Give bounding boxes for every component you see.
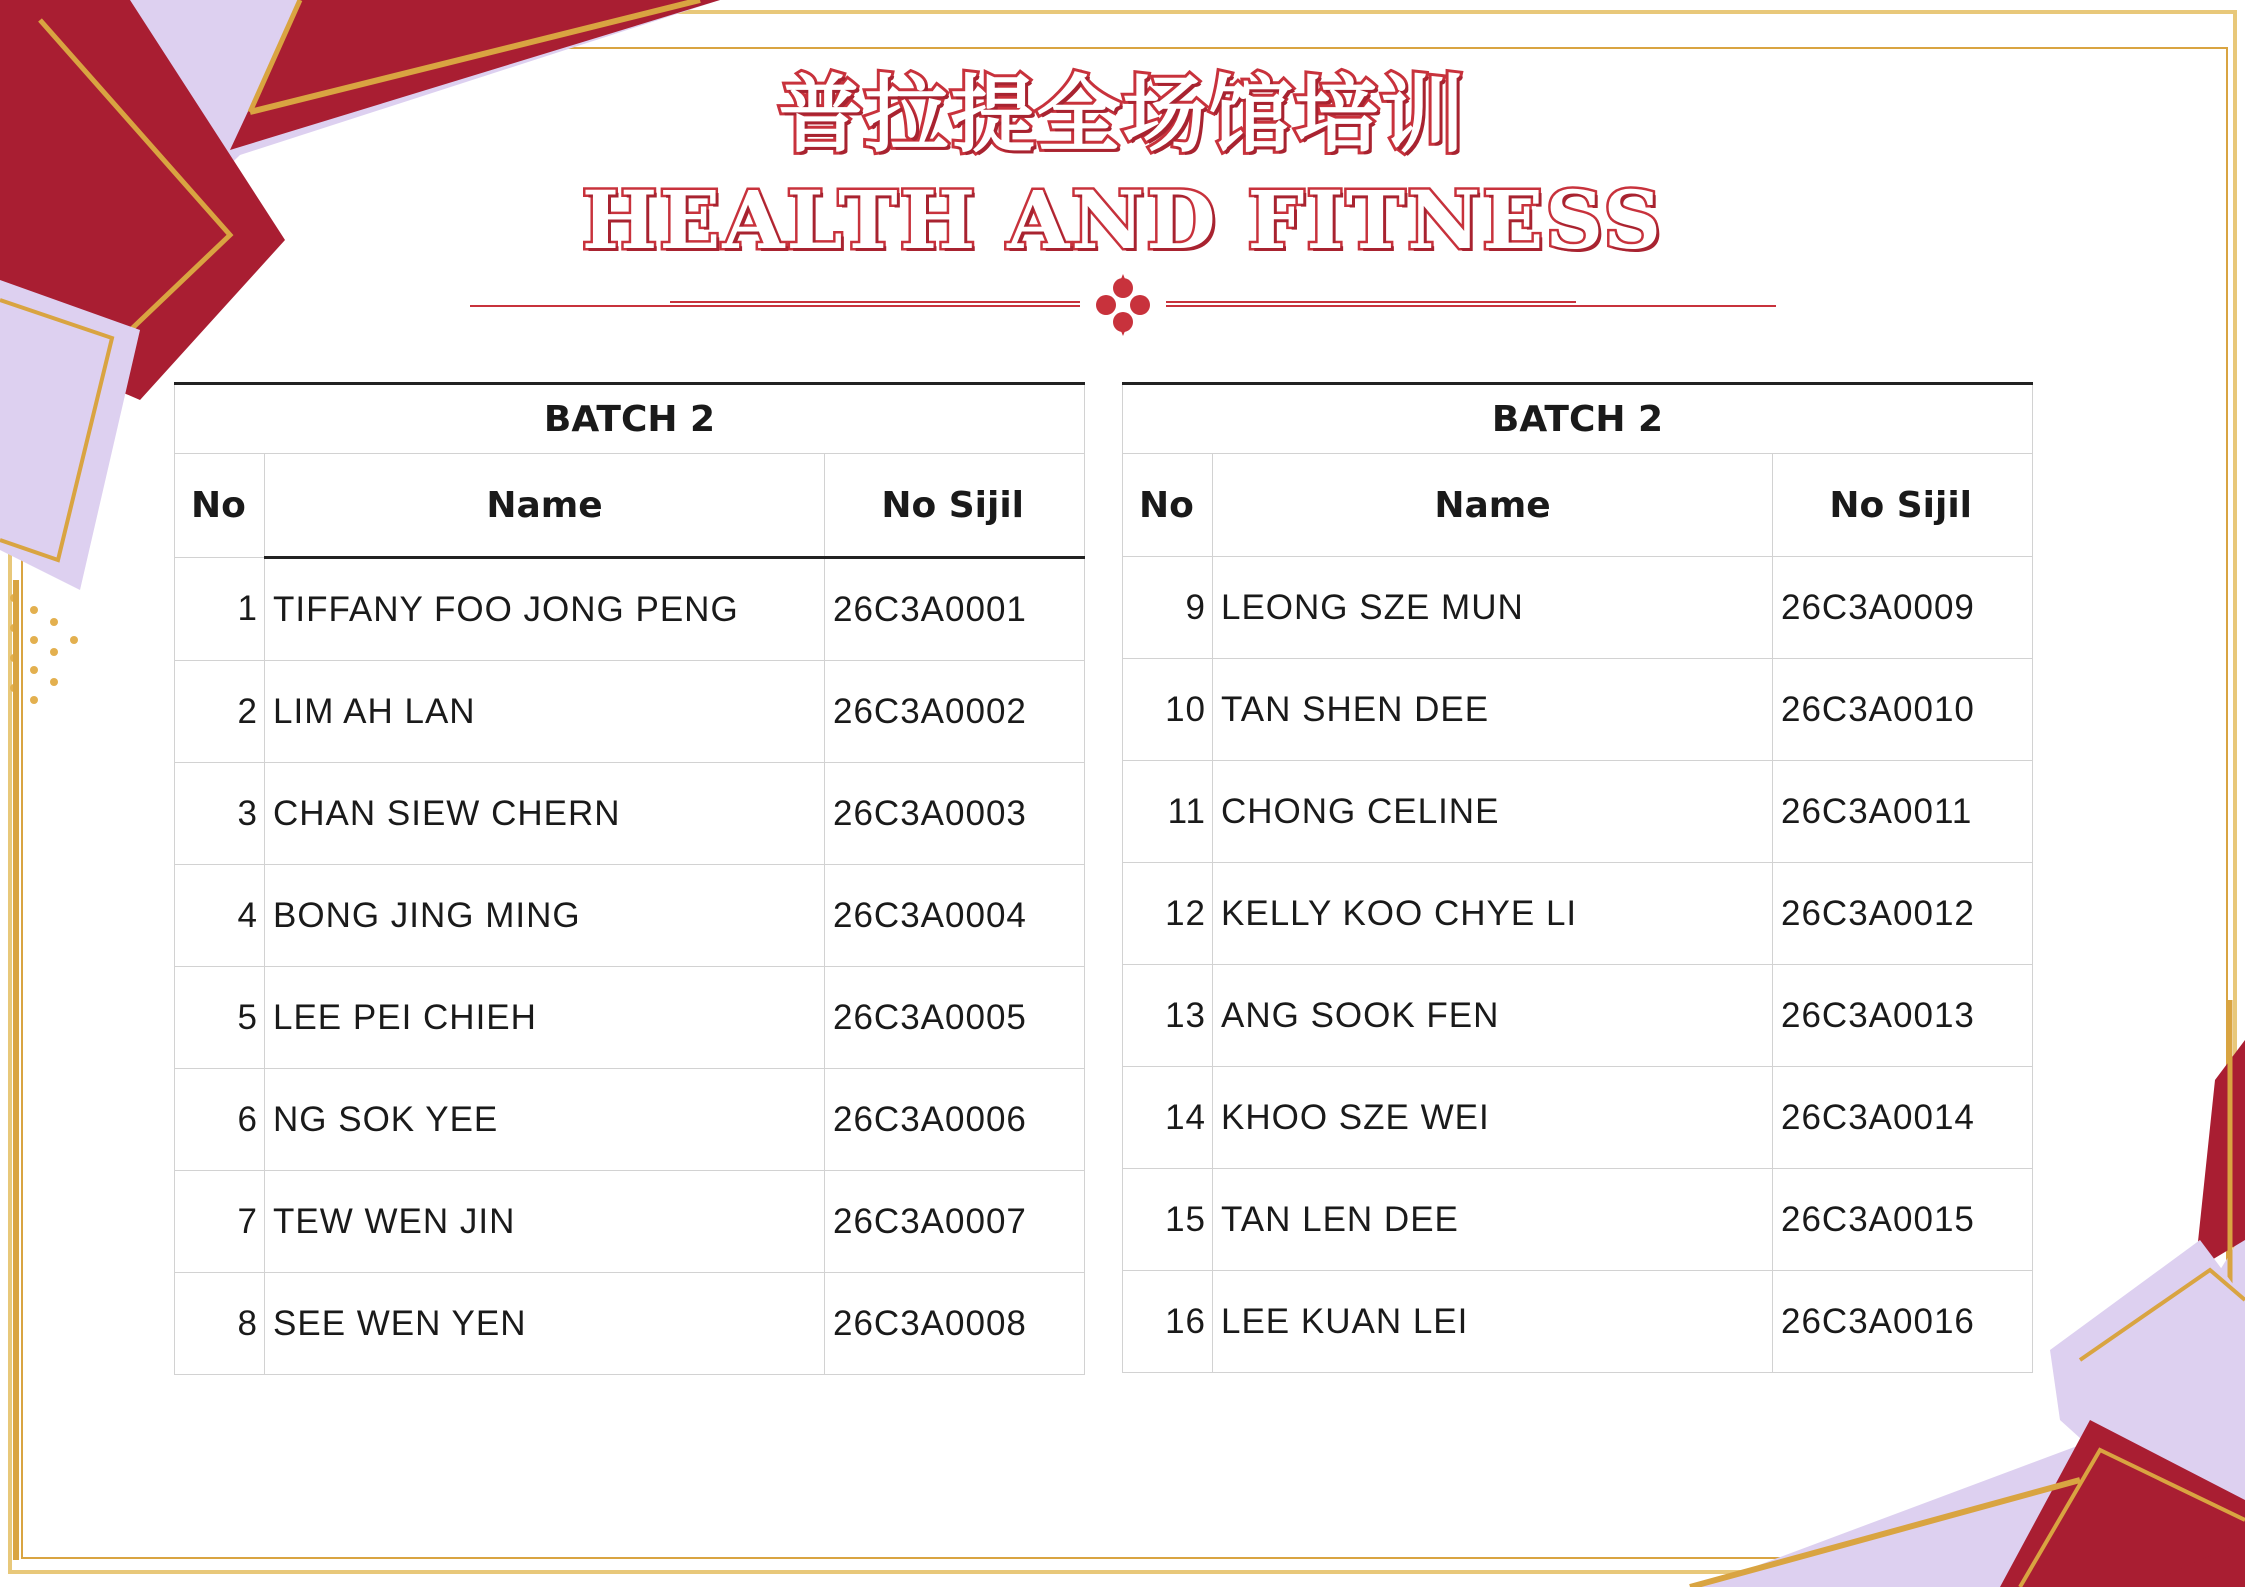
flower-icon — [1096, 274, 1150, 336]
cell-sijil: 26C3A0003 — [825, 763, 1085, 865]
left-lavender-square — [0, 280, 140, 590]
cell-no: 1 — [175, 558, 265, 661]
bottom-right-crimson-strip — [2195, 1040, 2245, 1270]
batch-table-left — [174, 382, 1085, 1375]
cell-name: CHONG CELINE — [1213, 761, 1773, 863]
table-row — [175, 967, 1085, 1069]
batch-table-right — [1122, 382, 2033, 1373]
column-header-no: No — [1123, 454, 1213, 557]
cell-name: NG SOK YEE — [265, 1069, 825, 1171]
cell-no: 4 — [175, 865, 265, 967]
batch-header-row — [175, 384, 1085, 454]
title-divider-ornament — [470, 270, 1776, 340]
cell-sijil: 26C3A0007 — [825, 1171, 1085, 1273]
cell-name: TIFFANY FOO JONG PENG — [265, 558, 825, 661]
table-row — [175, 865, 1085, 967]
cell-sijil: 26C3A0006 — [825, 1069, 1085, 1171]
batch-header-row — [1123, 384, 2033, 454]
cell-name: CHAN SIEW CHERN — [265, 763, 825, 865]
cell-name: TEW WEN JIN — [265, 1171, 825, 1273]
cell-no: 10 — [1123, 659, 1213, 761]
column-header-name: Name — [1213, 454, 1773, 557]
cell-sijil: 26C3A0012 — [1773, 863, 2033, 965]
cell-sijil: 26C3A0010 — [1773, 659, 2033, 761]
cell-no: 5 — [175, 967, 265, 1069]
table-row — [175, 1171, 1085, 1273]
title-english: HEALTH AND FITNESS — [581, 173, 1664, 267]
table-row — [1123, 863, 2033, 965]
table-row — [1123, 1067, 2033, 1169]
batch-title: BATCH 2 — [175, 384, 1085, 454]
cell-no: 13 — [1123, 965, 1213, 1067]
cell-sijil: 26C3A0004 — [825, 865, 1085, 967]
cell-no: 14 — [1123, 1067, 1213, 1169]
cell-no: 16 — [1123, 1271, 1213, 1373]
cell-sijil: 26C3A0002 — [825, 661, 1085, 763]
cell-name: ANG SOOK FEN — [1213, 965, 1773, 1067]
cell-name: LIM AH LAN — [265, 661, 825, 763]
cell-sijil: 26C3A0013 — [1773, 965, 2033, 1067]
cell-sijil: 26C3A0001 — [825, 558, 1085, 661]
cell-name: LEE KUAN LEI — [1213, 1271, 1773, 1373]
cell-no: 3 — [175, 763, 265, 865]
column-header-sijil: No Sijil — [1773, 454, 2033, 557]
cell-name: TAN LEN DEE — [1213, 1169, 1773, 1271]
table-row — [1123, 557, 2033, 659]
cell-name: BONG JING MING — [265, 865, 825, 967]
table-row — [175, 661, 1085, 763]
table-row — [175, 558, 1085, 661]
cell-name: SEE WEN YEN — [265, 1273, 825, 1375]
cell-sijil: 26C3A0008 — [825, 1273, 1085, 1375]
table-row — [1123, 1169, 2033, 1271]
cell-no: 8 — [175, 1273, 265, 1375]
column-header-row — [175, 454, 1085, 558]
batch-title: BATCH 2 — [1123, 384, 2033, 454]
cell-name: LEONG SZE MUN — [1213, 557, 1773, 659]
cell-no: 11 — [1123, 761, 1213, 863]
cell-sijil: 26C3A0005 — [825, 967, 1085, 1069]
table-row — [1123, 659, 2033, 761]
table-row — [175, 1069, 1085, 1171]
cell-name: TAN SHEN DEE — [1213, 659, 1773, 761]
cell-no: 12 — [1123, 863, 1213, 965]
cell-sijil: 26C3A0009 — [1773, 557, 2033, 659]
table-row — [175, 1273, 1085, 1375]
title-chinese: 普拉提全场馆培训 — [778, 66, 1467, 164]
cell-sijil: 26C3A0011 — [1773, 761, 2033, 863]
cell-no: 6 — [175, 1069, 265, 1171]
cell-name: LEE PEI CHIEH — [265, 967, 825, 1069]
table-row — [1123, 1271, 2033, 1373]
cell-no: 7 — [175, 1171, 265, 1273]
cell-sijil: 26C3A0014 — [1773, 1067, 2033, 1169]
cell-name: KELLY KOO CHYE LI — [1213, 863, 1773, 965]
column-header-sijil: No Sijil — [825, 454, 1085, 558]
column-header-name: Name — [265, 454, 825, 558]
table-row — [1123, 761, 2033, 863]
table-row — [175, 763, 1085, 865]
cell-sijil: 26C3A0015 — [1773, 1169, 2033, 1271]
table-row — [1123, 965, 2033, 1067]
cell-no: 15 — [1123, 1169, 1213, 1271]
column-header-row — [1123, 454, 2033, 557]
cell-no: 9 — [1123, 557, 1213, 659]
cell-name: KHOO SZE WEI — [1213, 1067, 1773, 1169]
column-header-no: No — [175, 454, 265, 558]
cell-no: 2 — [175, 661, 265, 763]
cell-sijil: 26C3A0016 — [1773, 1271, 2033, 1373]
gold-dot-pattern — [10, 594, 78, 704]
